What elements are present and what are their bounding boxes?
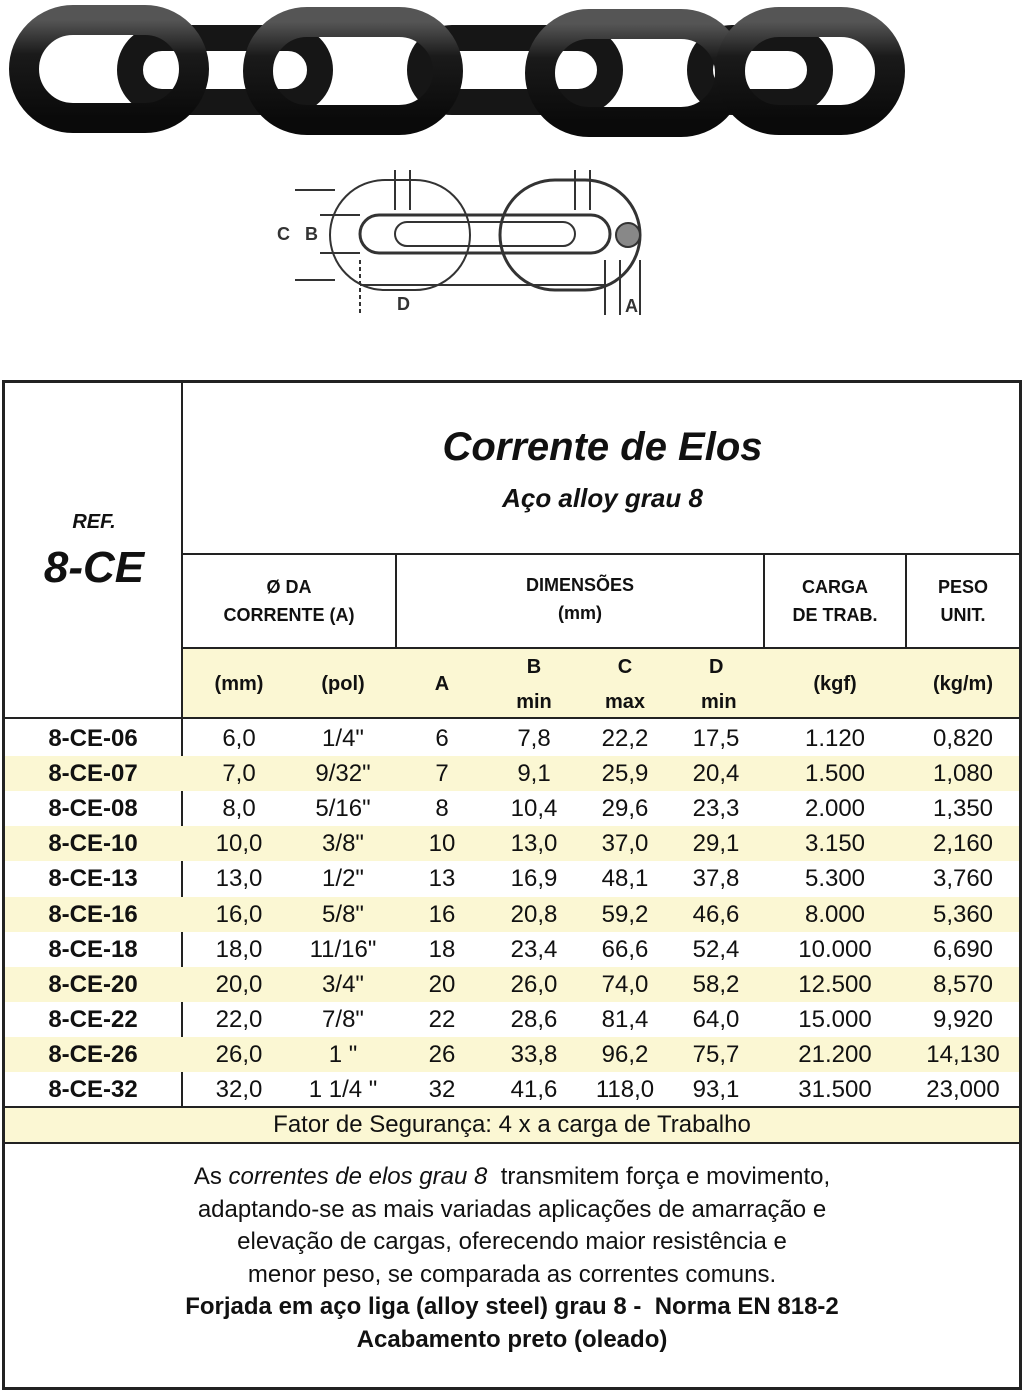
table-row <box>5 1072 1019 1107</box>
cell-dim-a: 32 <box>428 1076 456 1103</box>
cell-dim-b: 7,8 <box>517 725 551 752</box>
diagram-label-b: B <box>305 224 318 244</box>
footer-divider <box>5 1142 1019 1144</box>
cell-ref: 8-CE-20 <box>48 970 138 998</box>
cell-load-kgf: 21.200 <box>798 1040 872 1068</box>
cell-ref: 8-CE-26 <box>48 1040 138 1068</box>
subheader-kgm: (kg/m) <box>933 673 993 695</box>
cell-dim-b: 9,1 <box>517 760 551 788</box>
header-weight-line2: UNIT. <box>940 605 986 625</box>
cell-dim-b: 20,8 <box>510 900 558 928</box>
cell-diameter-mm: 7,0 <box>222 760 256 788</box>
cell-dim-c: 118,0 <box>595 1076 655 1103</box>
header-weight-line1: PESO <box>937 577 989 597</box>
cell-dim-a: 8 <box>435 795 449 823</box>
cell-dim-c: 37,0 <box>601 830 649 858</box>
description-line1 <box>5 1161 1019 1194</box>
cell-weight-kgm: 23,000 <box>926 1076 1000 1103</box>
subheader-divider <box>5 717 1019 719</box>
cell-dim-a: 16 <box>428 900 456 928</box>
header-dimensions <box>397 571 763 627</box>
table-row <box>5 1002 1019 1037</box>
cell-weight-kgm: 2,160 <box>932 830 994 858</box>
diagram-label-c: C <box>277 224 290 244</box>
table-row <box>5 791 1019 826</box>
cell-dim-a: 22 <box>428 1005 456 1033</box>
cell-dim-c: 74,0 <box>601 970 649 998</box>
cell-diameter-pol: 1 1/4 " <box>308 1076 378 1103</box>
cell-dim-b: 28,6 <box>510 1005 558 1033</box>
cell-dim-d: 75,7 <box>692 1040 740 1068</box>
cell-dim-b: 41,6 <box>510 1076 558 1103</box>
cell-load-kgf: 8.000 <box>804 900 866 928</box>
chain-dimension-diagram <box>265 160 665 320</box>
table-row <box>5 861 1019 896</box>
title-divider <box>183 553 1019 555</box>
cell-dim-d: 52,4 <box>692 935 740 963</box>
cell-ref: 8-CE-10 <box>48 830 138 858</box>
cell-diameter-mm: 32,0 <box>215 1076 263 1103</box>
cell-diameter-mm: 20,0 <box>215 970 263 998</box>
header-load-line2: DE TRAB. <box>792 605 878 625</box>
subheader-b: B <box>526 656 542 678</box>
cell-dim-d: 17,5 <box>692 725 740 752</box>
cell-dim-b: 16,9 <box>510 865 558 893</box>
description-line3: elevação de cargas, oferecendo maior resistência e <box>237 1228 787 1255</box>
cell-ref: 8-CE-13 <box>48 865 138 893</box>
header-diameter <box>183 573 395 629</box>
cell-dim-a: 6 <box>435 725 449 752</box>
subheader-c: C <box>617 656 633 678</box>
subheader-pol: (pol) <box>321 673 365 695</box>
description-line4: menor peso, se comparada as correntes comuns. <box>247 1260 777 1288</box>
cell-dim-b: 23,4 <box>510 935 558 963</box>
header-dimensions-line2: (mm) <box>558 603 602 623</box>
cell-diameter-mm: 10,0 <box>215 830 263 858</box>
table-row <box>5 721 1019 756</box>
header-load-line1: CARGA <box>802 577 868 597</box>
subheader-c-max: max <box>604 691 646 713</box>
safety-factor: Fator de Segurança: 4 x a carga de Trabalho <box>5 1108 1019 1142</box>
cell-load-kgf: 12.500 <box>798 970 872 998</box>
cell-diameter-pol: 7/8" <box>322 1005 364 1033</box>
cell-diameter-pol: 9/32" <box>315 760 371 788</box>
cell-diameter-pol: 3/8" <box>322 830 364 858</box>
subheader-mm: (mm) <box>214 673 264 695</box>
cell-dim-c: 25,9 <box>601 760 649 788</box>
cell-diameter-mm: 18,0 <box>215 935 263 963</box>
cell-load-kgf: 5.300 <box>804 865 866 893</box>
cell-diameter-pol: 1/2" <box>322 865 364 893</box>
spec-table <box>2 380 1022 1390</box>
table-row <box>5 1037 1019 1072</box>
cell-load-kgf: 2.000 <box>804 795 866 823</box>
cell-weight-kgm: 3,760 <box>932 865 994 893</box>
header-load <box>765 573 905 629</box>
cell-weight-kgm: 9,920 <box>932 1005 994 1033</box>
cell-dim-c: 81,4 <box>601 1005 649 1033</box>
cell-diameter-mm: 6,0 <box>222 725 256 752</box>
cell-dim-c: 96,2 <box>601 1040 649 1068</box>
cell-dim-b: 10,4 <box>510 795 558 823</box>
subheader-b-min: min <box>516 691 552 713</box>
cell-ref: 8-CE-18 <box>48 935 138 963</box>
cell-dim-d: 20,4 <box>692 760 740 788</box>
cell-dim-a: 26 <box>428 1040 456 1068</box>
description <box>5 1161 1019 1356</box>
cell-dim-a: 20 <box>428 970 456 998</box>
cell-diameter-mm: 22,0 <box>215 1005 263 1033</box>
header-weight <box>907 573 1019 629</box>
cell-dim-d: 29,1 <box>692 830 740 858</box>
diagram-label-d: D <box>397 294 410 314</box>
description-line6: Acabamento preto (oleado) <box>356 1325 668 1353</box>
cell-load-kgf: 1.500 <box>804 760 866 788</box>
cell-diameter-pol: 11/16" <box>309 935 377 963</box>
cell-ref: 8-CE-22 <box>48 1005 138 1033</box>
cell-weight-kgm: 1,080 <box>932 760 994 788</box>
cell-diameter-mm: 16,0 <box>215 900 263 928</box>
cell-dim-b: 26,0 <box>510 970 558 998</box>
page-title: Corrente de Elos <box>442 425 763 469</box>
description-line1-pre: As <box>193 1163 229 1190</box>
cell-diameter-mm: 8,0 <box>222 795 256 823</box>
cell-dim-d: 58,2 <box>692 970 740 998</box>
cell-load-kgf: 1.120 <box>804 725 866 752</box>
cell-dim-d: 46,6 <box>692 900 740 928</box>
cell-ref: 8-CE-08 <box>48 795 138 823</box>
chain-photo <box>0 0 1024 150</box>
cell-dim-d: 37,8 <box>692 865 740 893</box>
cell-load-kgf: 3.150 <box>804 830 866 858</box>
cell-dim-c: 22,2 <box>601 725 649 752</box>
subheader-kgf: (kgf) <box>813 673 857 695</box>
cell-load-kgf: 15.000 <box>798 1005 872 1033</box>
ref-label: REF. <box>72 511 116 533</box>
cell-diameter-pol: 1/4" <box>322 725 364 752</box>
header-diameter-line1: Ø DA <box>266 577 312 597</box>
table-row <box>5 967 1019 1002</box>
cell-dim-d: 64,0 <box>692 1005 740 1033</box>
cell-weight-kgm: 6,690 <box>932 935 994 963</box>
description-line1-italic: correntes de elos grau 8 <box>228 1163 488 1190</box>
cell-ref: 8-CE-07 <box>48 760 138 788</box>
cell-diameter-pol: 5/16" <box>315 795 371 823</box>
subheader-d-min: min <box>701 691 737 713</box>
cell-weight-kgm: 14,130 <box>926 1040 1000 1068</box>
cell-dim-b: 33,8 <box>510 1040 558 1068</box>
cell-dim-c: 29,6 <box>601 795 649 823</box>
cell-load-kgf: 31.500 <box>798 1076 872 1103</box>
cell-dim-a: 7 <box>435 760 449 788</box>
table-row <box>5 826 1019 861</box>
cell-load-kgf: 10.000 <box>798 935 872 963</box>
cell-weight-kgm: 5,360 <box>932 900 994 928</box>
subheader-a: A <box>434 673 450 695</box>
cell-diameter-pol: 5/8" <box>322 900 364 928</box>
cell-dim-a: 13 <box>428 865 456 893</box>
cell-weight-kgm: 1,350 <box>932 795 994 823</box>
cell-dim-a: 18 <box>428 935 456 963</box>
header-dimensions-line1: DIMENSÕES <box>525 575 635 595</box>
ref-code: 8-CE <box>43 543 145 592</box>
description-line2: adaptando-se as mais variadas aplicações de amarração e <box>197 1195 827 1223</box>
cell-weight-kgm: 8,570 <box>932 970 994 998</box>
table-row <box>5 932 1019 967</box>
header-diameter-line2: CORRENTE (A) <box>223 605 355 625</box>
cell-diameter-mm: 26,0 <box>215 1040 263 1068</box>
cell-weight-kgm: 0,820 <box>932 725 994 752</box>
table-row <box>5 756 1019 791</box>
cell-dim-a: 10 <box>428 830 456 858</box>
cell-ref: 8-CE-32 <box>48 1076 138 1103</box>
cell-dim-c: 66,6 <box>601 935 649 963</box>
cell-dim-d: 93,1 <box>692 1076 740 1103</box>
cell-diameter-pol: 1 " <box>328 1040 358 1068</box>
cell-ref: 8-CE-16 <box>48 900 138 928</box>
cell-dim-c: 48,1 <box>601 865 649 893</box>
cell-dim-b: 13,0 <box>510 830 558 858</box>
cell-dim-d: 23,3 <box>692 795 740 823</box>
table-row <box>5 897 1019 932</box>
cell-dim-c: 59,2 <box>601 900 649 928</box>
page-subtitle: Aço alloy grau 8 <box>502 483 703 513</box>
description-line5: Forjada em aço liga (alloy steel) grau 8 - Norma EN 818-2 <box>185 1293 839 1320</box>
cell-diameter-mm: 13,0 <box>215 865 263 893</box>
diagram-label-a: A <box>625 296 638 316</box>
cell-diameter-pol: 3/4" <box>322 970 364 998</box>
cell-ref: 8-CE-06 <box>48 725 138 752</box>
description-line1-post: transmitem força e movimento, <box>487 1163 831 1190</box>
subheader-d: D <box>709 656 724 678</box>
